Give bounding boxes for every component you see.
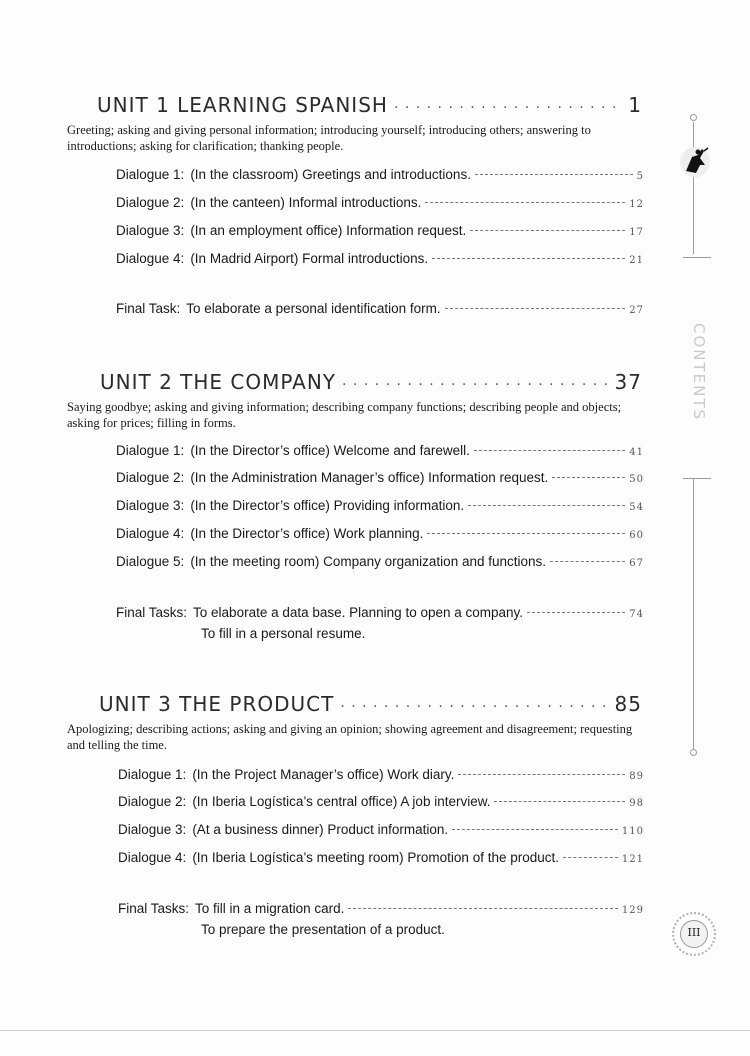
entry-page: 89 [629,771,644,782]
toc-entry[interactable] [116,195,644,210]
toc-entry[interactable] [118,794,644,809]
entry-title: To elaborate a data base. Planning to open a company. [193,605,524,620]
dot-leader [394,100,622,116]
entry-page: 12 [629,199,644,210]
entry-page: 129 [621,905,644,916]
entry-label: Dialogue 4: [118,850,187,865]
entry-title: (In the classroom) Greetings and introductions. [190,167,471,182]
rail-tick [683,478,711,479]
unit-title: UNIT 1 LEARNING SPANISH [97,93,388,117]
entry-page: 21 [629,255,644,266]
leader-line [427,533,625,534]
toc-entry[interactable] [118,822,644,837]
rail-dot [690,114,697,121]
toc-entry[interactable] [116,526,644,541]
entry-page: 41 [629,447,644,458]
toc-entry[interactable] [118,767,644,782]
leader-line [550,561,625,562]
leader-line [348,908,618,909]
unit-3-description: Apologizing; describing actions; asking and giving an opinion; showing agreement and disagreement; requesting and telling the time. [67,722,633,752]
toc-entry[interactable] [116,251,644,266]
entry-page: 74 [629,609,644,620]
toc-entry[interactable] [116,498,644,513]
final-task-second-line[interactable]: To prepare the presentation of a product. [201,922,445,937]
entry-page: 17 [629,227,644,238]
unit-title: UNIT 2 THE COMPANY [100,370,337,394]
rail-dot [690,749,697,756]
leader-line [527,612,625,613]
unit-1-heading[interactable] [97,93,642,117]
leader-line [425,202,625,203]
entry-page: 5 [636,171,644,182]
entry-page: 27 [629,305,644,316]
entry-title: (In the Project Manager’s office) Work diary. [192,767,455,782]
entry-label: Dialogue 5: [116,554,185,569]
toc-entry[interactable] [116,554,644,569]
entry-label: Final Tasks: [118,901,190,916]
leader-line [563,857,618,858]
leader-line [552,477,625,478]
decorative-rail [693,478,694,750]
bottom-divider [0,1030,750,1031]
page-number: III [687,926,701,939]
toc-entry[interactable] [116,470,644,485]
entry-label: Final Tasks: [116,605,188,620]
entry-label: Dialogue 3: [116,498,185,513]
entry-title: (In Iberia Logística’s central office) A job interview. [192,794,491,809]
page-number-badge [672,912,716,956]
entry-label: Dialogue 2: [118,794,187,809]
entry-title: (In an employment office) Information request. [190,223,467,238]
final-task-second-line[interactable]: To fill in a personal resume. [201,626,366,641]
entry-title: To fill in a migration card. [195,901,345,916]
unit-title: UNIT 3 THE PRODUCT [99,692,335,716]
flamenco-dancer-icon [678,143,712,181]
entry-page: 67 [629,558,644,569]
leader-line [432,258,625,259]
entry-label: Dialogue 3: [118,822,187,837]
toc-entry[interactable] [118,850,644,865]
unit-page-number: 85 [614,692,642,716]
toc-entry[interactable] [116,223,644,238]
entry-title: To elaborate a personal identification form. [186,301,441,316]
unit-2-description: Saying goodbye; asking and giving information; describing company functions; describing people and objects; asking for prices; filling in forms. [67,400,622,430]
leader-line [458,774,625,775]
entry-page: 121 [621,854,644,865]
entry-label: Dialogue 1: [116,167,185,182]
entry-label: Dialogue 1: [116,443,185,458]
leader-line [470,230,625,231]
entry-label: Dialogue 4: [116,526,185,541]
entry-page: 54 [629,502,644,513]
entry-title: (In the meeting room) Company organization and functions. [190,554,547,569]
toc-final-task[interactable] [116,605,644,620]
unit-2-heading[interactable] [100,370,642,394]
entry-title: (In the canteen) Informal introductions. [190,195,422,210]
entry-title: (In the Director’s office) Work planning. [190,526,424,541]
unit-page-number: 1 [628,93,642,117]
leader-line [445,308,626,309]
entry-title: (In the Director’s office) Welcome and farewell. [190,443,470,458]
entry-label: Dialogue 3: [116,223,185,238]
entry-label: Dialogue 2: [116,195,185,210]
unit-1-description: Greeting; asking and giving personal information; introducing yourself; introducing others; answering to introductions; asking for clarification; thanking people. [67,123,591,153]
rail-tick [683,257,711,258]
leader-line [452,829,618,830]
entry-label: Dialogue 4: [116,251,185,266]
entry-title: (In Iberia Logística’s meeting room) Promotion of the product. [192,850,559,865]
leader-line [468,505,625,506]
entry-title: (In the Director’s office) Providing information. [190,498,465,513]
entry-page: 50 [629,474,644,485]
toc-final-task[interactable] [118,901,644,916]
dot-leader [342,377,609,393]
entry-page: 110 [621,826,644,837]
entry-title: (In the Administration Manager’s office) Information request. [190,470,549,485]
toc-entry[interactable] [116,167,644,182]
toc-final-task[interactable] [116,301,644,316]
leader-line [474,450,625,451]
entry-title: (In Madrid Airport) Formal introductions. [190,251,429,266]
leader-line [475,174,633,175]
entry-label: Final Task: [116,301,181,316]
unit-page-number: 37 [614,370,642,394]
entry-page: 60 [629,530,644,541]
entry-page: 98 [629,798,644,809]
entry-title: (At a business dinner) Product information. [192,822,449,837]
dot-leader [340,699,608,715]
decorative-rail [693,122,694,254]
entry-label: Dialogue 1: [118,767,187,782]
leader-line [494,801,625,802]
toc-entry[interactable] [116,443,644,458]
unit-3-heading[interactable] [99,692,642,716]
entry-label: Dialogue 2: [116,470,185,485]
contents-side-label: CONTENTS [690,322,708,422]
